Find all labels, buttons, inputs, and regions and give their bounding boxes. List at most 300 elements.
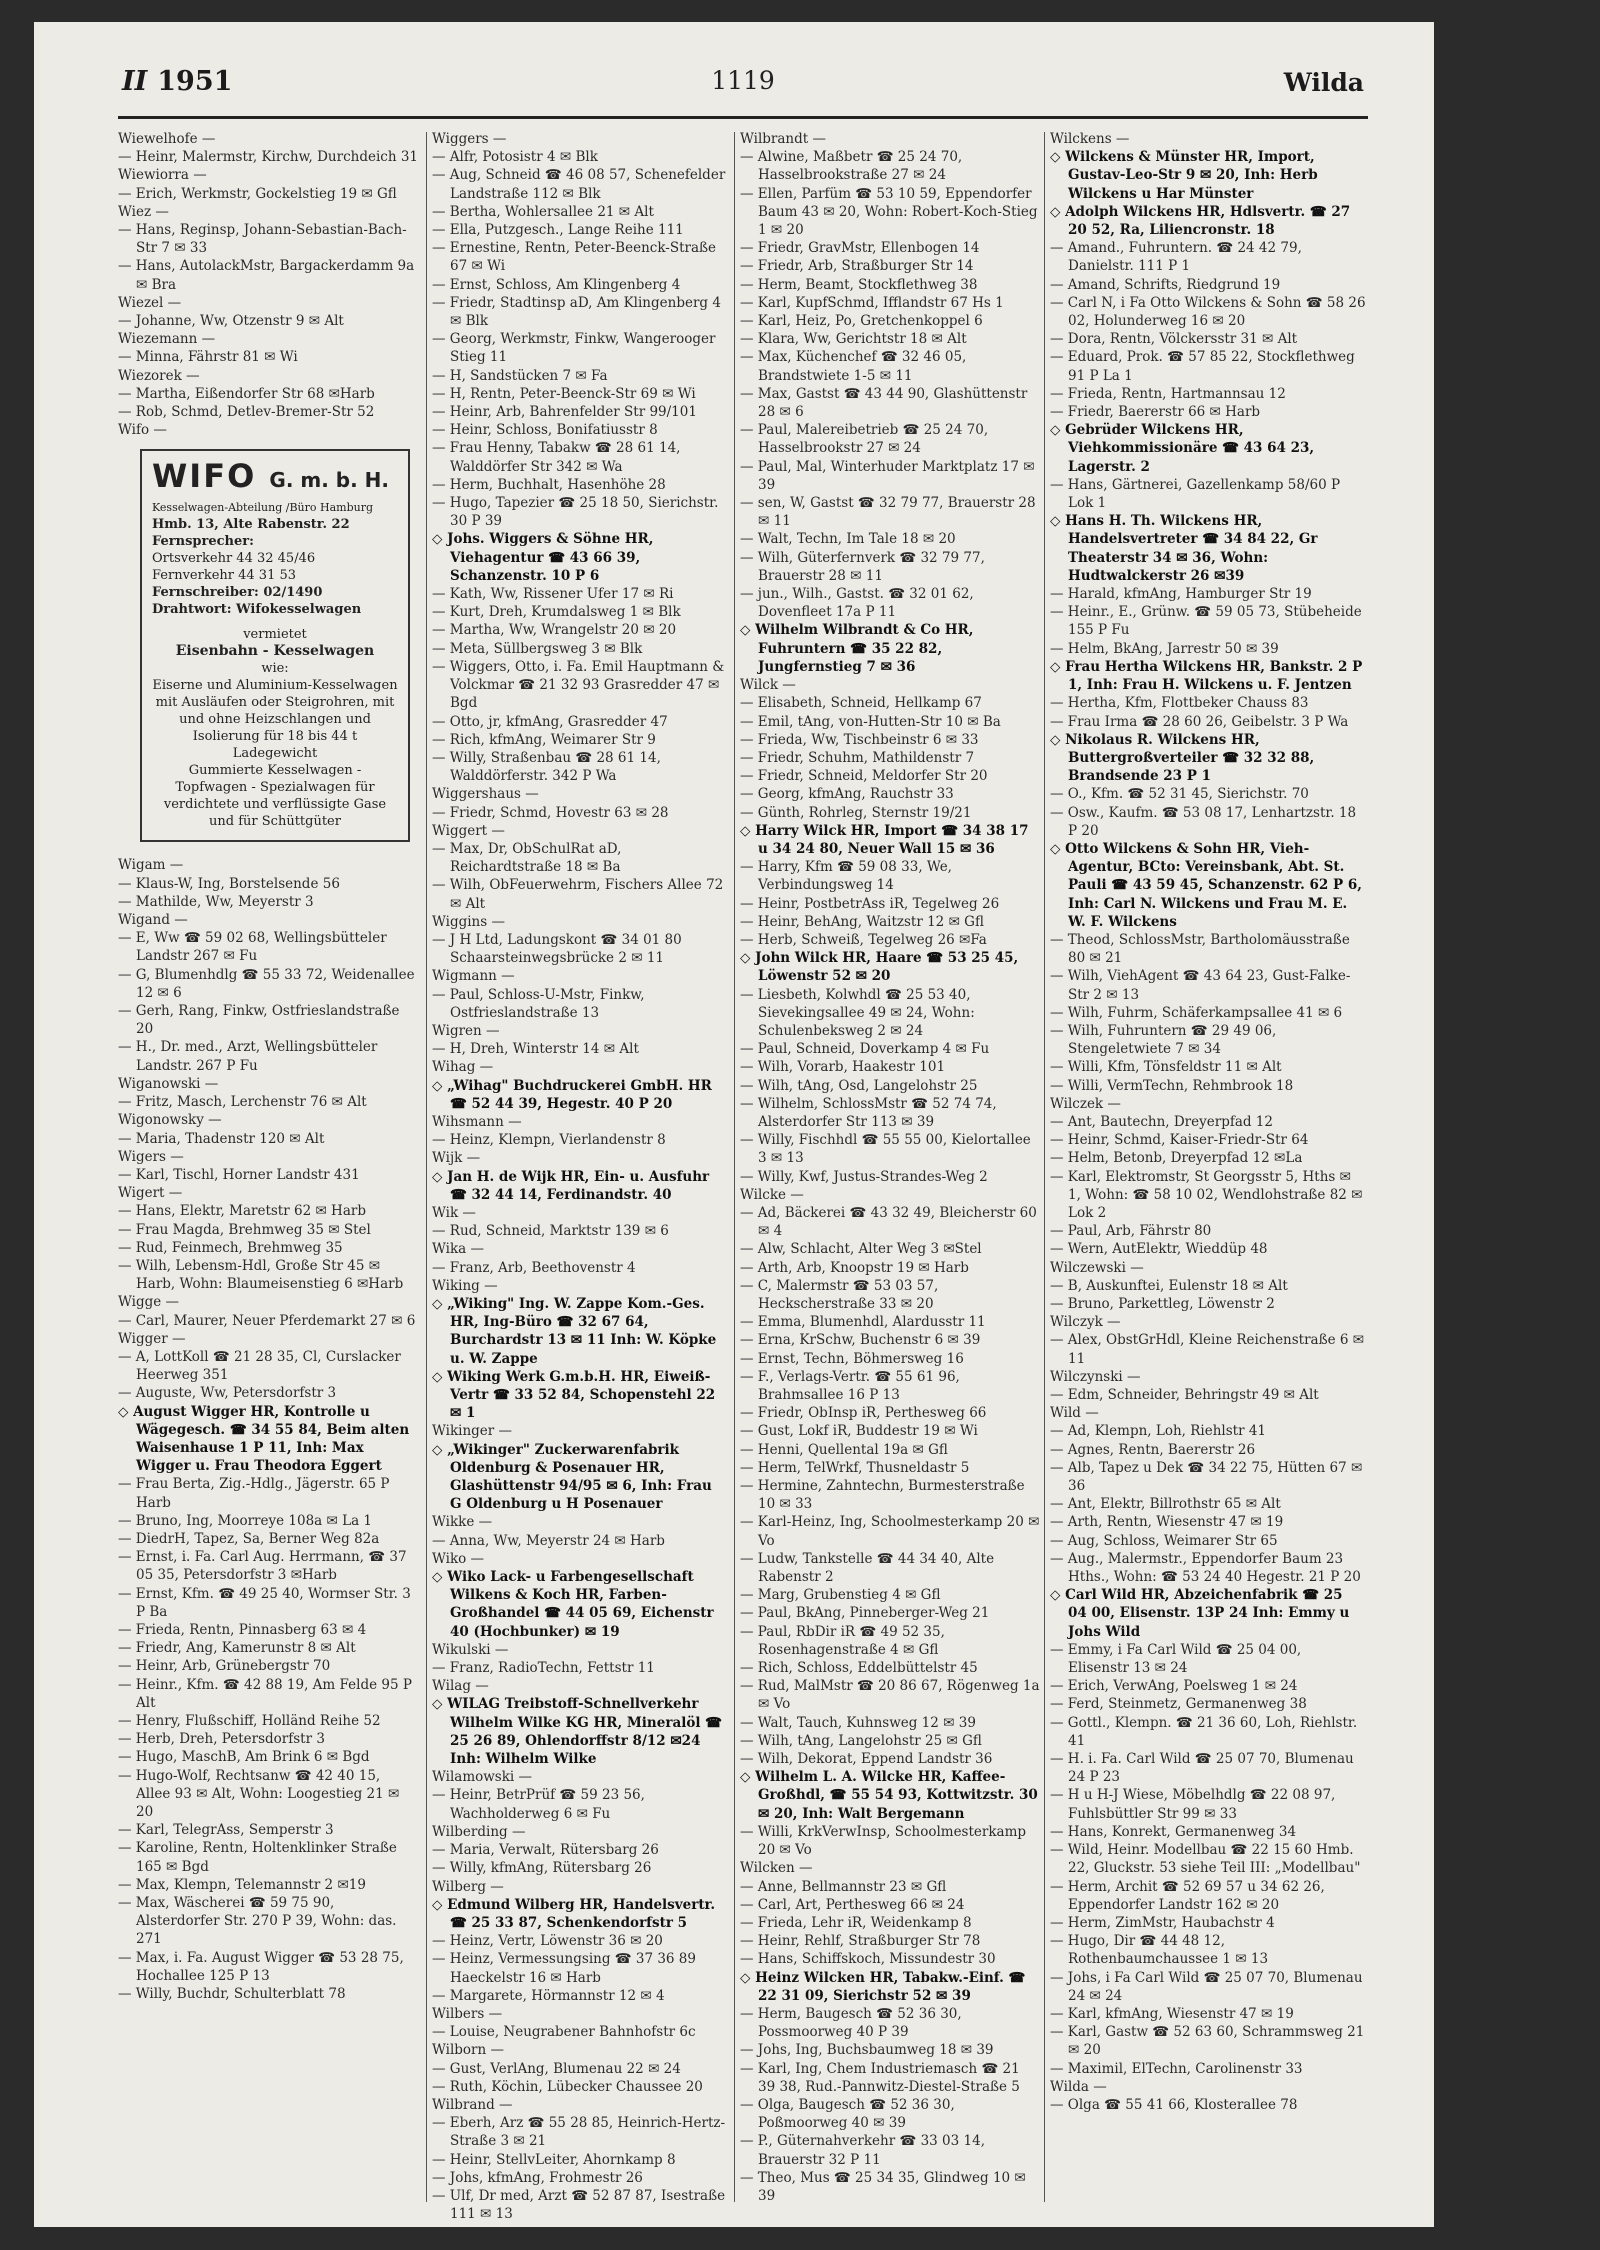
directory-entry: — Arth, Arb, Knoopstr 19 ✉ Harb [740, 1259, 969, 1276]
directory-entry: ◇ „Wiking" Ing. W. Zappe Kom.-Ges. HR, Ing-Büro ☎ 32 67 64, Burchardstr 13 ✉ 11 Inh: W. Köpke u. W. Zappe [432, 1296, 717, 1367]
directory-entry: ◇ Carl Wild HR, Abzeichenfabrik ☎ 25 04 00, Elisenstr. 13P 24 Inh: Emmy u Johs Wild [1050, 1587, 1350, 1640]
surname-heading: Wiko — [432, 1550, 485, 1567]
directory-entry: — Frieda, Ww, Tischbeinstr 6 ✉ 33 [740, 731, 979, 748]
directory-entry: — Frieda, Lehr iR, Weidenkamp 8 [740, 1914, 972, 1931]
surname-heading: Wiggert — [432, 822, 505, 839]
directory-entry: — Ernst, i. Fa. Carl Aug. Herrmann, ☎ 37 05 35, Petersdorfstr 3 ✉Harb [118, 1549, 407, 1584]
directory-entry: — Willy, Kwf, Justus-Strandes-Weg 2 [740, 1168, 988, 1185]
surname-heading: Wilbrandt — [740, 131, 826, 147]
surname-heading: Wiggershaus — [432, 786, 539, 803]
directory-entry: ◇ Adolph Wilckens HR, Hdlsvertr. ☎ 27 20 52, Ra, Liliencronstr. 18 [1050, 203, 1351, 239]
surname-heading: Wilck — [740, 677, 796, 694]
wifo-logo [152, 457, 398, 499]
directory-entry: — Aug, Schloss, Weimarer Str 65 [1050, 1532, 1278, 1549]
directory-entry: — Rud, Schneid, Marktstr 139 ✉ 6 [432, 1223, 669, 1240]
directory-entry: — Osw., Kaufm. ☎ 53 08 17, Lenhartzstr. 18 P 20 [1050, 804, 1357, 839]
directory-entry: — Theod, SchlossMstr, Bartholomäusstraße 80 ✉ 21 [1050, 931, 1350, 967]
directory-entry: ◇ Nikolaus R. Wilckens HR, Buttergroßverteiler ☎ 32 32 88, Brandsende 23 P 1 [1050, 731, 1315, 785]
directory-entry: — Hans, AutolackMstr, Bargackerdamm 9a ✉ Bra [118, 258, 415, 293]
directory-entry: ◇ „Wikinger" Zuckerwarenfabrik Oldenburg & Posenauer HR, Glashüttenstr 94/95 ✉ 6, Inh: Frau G Oldenburg u H Posenauer [432, 1441, 712, 1513]
surname-heading: Wigonowsky — [118, 1112, 222, 1129]
directory-entry: — H, Dreh, Winterstr 14 ✉ Alt [432, 1041, 639, 1058]
directory-entry: — Gottl., Klempn. ☎ 21 36 60, Loh, Riehlstr. 41 [1050, 1714, 1358, 1749]
directory-entry: ◇ Hans H. Th. Wilckens HR, Handelsvertreter ☎ 34 84 22, Gr Theaterstr 34 ✉ 36, Wohn: Hudtwalckerstr 26 ✉39 [1050, 513, 1318, 584]
surname-heading: Wiganowski — [118, 1075, 219, 1092]
directory-entry: — Arth, Rentn, Wiesenstr 47 ✉ 19 [1050, 1514, 1284, 1531]
directory-entry: — Dora, Rentn, Völckersstr 31 ✉ Alt [1050, 331, 1298, 348]
directory-entry: — Walt, Techn, Im Tale 18 ✉ 20 [740, 531, 956, 548]
directory-entry: — Johs, kfmAng, Frohmestr 26 [432, 2169, 643, 2186]
directory-entry: — Alw, Schlacht, Alter Weg 3 ✉Stel [740, 1241, 982, 1258]
directory-entry: ◇ Harry Wilck HR, Import ☎ 34 38 17 u 34 24 80, Neuer Wall 15 ✉ 36 [740, 822, 1029, 857]
directory-entry: — Ludw, Tankstelle ☎ 44 34 40, Alte Rabenstr 2 [740, 1550, 995, 1586]
directory-entry: — Friedr, Arb, Straßburger Str 14 [740, 258, 974, 275]
directory-entry: — Frau Magda, Brehmweg 35 ✉ Stel [118, 1221, 371, 1238]
directory-entry: — Paul, Arb, Fährstr 80 [1050, 1223, 1212, 1240]
directory-entry: ◇ Edmund Wilberg HR, Handelsvertr. ☎ 25 33 87, Schenkendorfstr 5 [432, 1896, 716, 1931]
ad-wire: Drahtwort: Wifokesselwagen [152, 602, 362, 618]
directory-entry: — Johs, i Fa Carl Wild ☎ 25 07 70, Blumenau 24 ✉ 24 [1050, 1969, 1363, 2004]
surname-heading: Wigers — [118, 1148, 184, 1165]
directory-entry: — Karl, TelegrAss, Semperstr 3 [118, 1822, 334, 1839]
directory-entry: — Willy, Buchdr, Schulterblatt 78 [118, 1986, 346, 2003]
directory-entry: — Elisabeth, Schneid, Hellkamp 67 [740, 695, 982, 712]
surname-heading: Wilczynski — [1050, 1368, 1141, 1385]
directory-entry: — Heinr, Malermstr, Kirchw, Durchdeich 31 [118, 149, 419, 166]
directory-entry: — Herm, TelWrkf, Thusneldastr 5 [740, 1459, 970, 1476]
directory-entry: — Martha, Ww, Wrangelstr 20 ✉ 20 [432, 622, 677, 639]
directory-entry: — Alwine, Maßbetr ☎ 25 24 70, Hasselbrookstraße 27 ✉ 24 [740, 149, 963, 184]
directory-entry: — Otto, jr, kfmAng, Grasredder 47 [432, 713, 668, 730]
directory-entry: — Anne, Bellmannstr 23 ✉ Gfl [740, 1878, 947, 1895]
directory-entry: — Willi, Kfm, Tönsfeldstr 11 ✉ Alt [1050, 1059, 1282, 1076]
directory-entry: — Hugo-Wolf, Rechtsanw ☎ 42 40 15, Allee 93 ✉ Alt, Wohn: Loogestieg 21 ✉ 20 [118, 1767, 400, 1821]
directory-entry: — Erich, VerwAng, Poelsweg 1 ✉ 24 [1050, 1678, 1298, 1695]
directory-entry: — G, Blumenhdlg ☎ 55 33 72, Weidenallee 12 ✉ 6 [118, 966, 415, 1001]
column-1-entries-bottom [118, 856, 418, 2003]
directory-entry: — Auguste, Ww, Petersdorfstr 3 [118, 1385, 337, 1402]
directory-entry: — Willy, kfmAng, Rütersbarg 26 [432, 1860, 652, 1877]
directory-entry: — Olga, Baugesch ☎ 52 36 30, Poßmoorweg 40 ✉ 39 [740, 2096, 955, 2132]
directory-entry: — Karl, Gastw ☎ 52 63 60, Schrammsweg 21 ✉ 20 [1050, 2024, 1365, 2059]
directory-entry: — H, Sandstücken 7 ✉ Fa [432, 367, 608, 384]
directory-entry: — Emma, Blumenhdl, Alardusstr 11 [740, 1314, 986, 1331]
surname-heading: Wikinger — [432, 1423, 513, 1440]
directory-entry: — Olga ☎ 55 41 66, Klosterallee 78 [1050, 2096, 1298, 2113]
ad-phone-local: Ortsverkehr 44 32 45/46 [152, 551, 316, 567]
surname-heading: Wilbers — [432, 2005, 503, 2022]
directory-entry: — Wilhelm, SchlossMstr ☎ 52 74 74, Alsterdorfer Str 113 ✉ 39 [740, 1095, 997, 1130]
directory-entry: — Wilh, tAng, Osd, Langelohstr 25 [740, 1077, 978, 1094]
surname-heading: Wiezel — [118, 294, 182, 311]
directory-entry: — Klaus-W, Ing, Borstelsende 56 [118, 875, 340, 892]
directory-entry: — Paul, Malereibetrieb ☎ 25 24 70, Hasselbrookstr 27 ✉ 24 [740, 422, 989, 457]
directory-page [34, 22, 1434, 2227]
surname-heading: Wilcke — [740, 1186, 804, 1203]
directory-entry: — Frau Berta, Zig.-Hdlg., Jägerstr. 65 P Harb [118, 1476, 390, 1511]
directory-entry: ◇ Johs. Wiggers & Söhne HR, Viehagentur ☎ 43 66 39, Schanzenstr. 10 P 6 [432, 531, 654, 584]
directory-entry: — Wiggers, Otto, i. Fa. Emil Hauptmann & Volckmar ☎ 21 32 93 Grasredder 47 ✉ Bgd [432, 658, 725, 712]
directory-entry: — A, LottKoll ☎ 21 28 35, Cl, Curslacker Heerweg 351 [118, 1348, 401, 1384]
surname-heading: Wilberg — [432, 1878, 504, 1895]
surname-heading: Wigmann — [432, 968, 515, 985]
surname-heading: Wilbrand — [432, 2096, 513, 2113]
directory-entry: — Emil, tAng, von-Hutten-Str 10 ✉ Ba [740, 713, 1001, 730]
column-3 [740, 130, 1040, 2210]
column-4 [1050, 130, 1366, 2210]
directory-entry: — Henni, Quellental 19a ✉ Gfl [740, 1441, 948, 1458]
directory-entry: — Hans, Konrekt, Germanenweg 34 [1050, 1823, 1297, 1840]
directory-entry: — Ant, Elektr, Billrothstr 65 ✉ Alt [1050, 1496, 1281, 1513]
directory-entry: — Willi, VermTechn, Rehmbrook 18 [1050, 1077, 1294, 1094]
directory-entry: — Maria, Thadenstr 120 ✉ Alt [118, 1130, 325, 1147]
directory-entry: — Maximil, ElTechn, Carolinenstr 33 [1050, 2060, 1303, 2077]
directory-entry: — Ferd, Steinmetz, Germanenweg 38 [1050, 1696, 1307, 1713]
directory-entry: — Herm, Baugesch ☎ 52 36 30, Possmoorweg 40 P 39 [740, 2005, 962, 2041]
directory-entry: — Georg, Werkmstr, Finkw, Wangerooger Stieg 11 [432, 331, 716, 366]
surname-heading: Wilda — [1050, 2078, 1107, 2095]
directory-entry: — Rob, Schmd, Detlev-Bremer-Str 52 [118, 404, 375, 421]
directory-entry: — Karl, Ing, Chem Industriemasch ☎ 21 39 38, Rud.-Pannwitz-Diestel-Straße 5 [740, 2060, 1020, 2095]
directory-entry: — Carl, Maurer, Neuer Pferdemarkt 27 ✉ 6 [118, 1312, 416, 1329]
directory-entry: — Harry, Kfm ☎ 59 08 33, We, Verbindungsweg 14 [740, 859, 952, 894]
directory-entry: ◇ WILAG Treibstoff-Schnellverkehr Wilhelm Wilke KG HR, Mineralöl ☎ 25 26 89, Ohlendorffstr 8/12 ✉24 Inh: Wilhelm Wilke [432, 1696, 722, 1768]
directory-entry: ◇ Wiking Werk G.m.b.H. HR, Eiweiß-Vertr ☎ 33 52 84, Schopenstehl 22 ✉ 1 [432, 1368, 716, 1422]
directory-entry: — Herb, Schweiß, Tegelweg 26 ✉Fa [740, 931, 987, 948]
directory-entry: — Marg, Grubenstieg 4 ✉ Gfl [740, 1587, 941, 1604]
directory-entry: — Wilh, Fuhruntern ☎ 29 49 06, Stengeletwiete 7 ✉ 34 [1050, 1022, 1277, 1058]
directory-entry: — sen, W, Gastst ☎ 32 79 77, Brauerstr 28 ✉ 11 [740, 495, 1036, 530]
surname-heading: Wilborn — [432, 2042, 504, 2059]
directory-entry: — Bruno, Ing, Moorreye 108a ✉ La 1 [118, 1512, 373, 1529]
surname-heading: Wiking — [432, 1277, 498, 1294]
directory-entry: — Willy, Straßenbau ☎ 28 61 14, Walddörferstr. 342 P Wa [432, 749, 661, 785]
directory-entry: — Gust, Lokf iR, Buddestr 19 ✉ Wi [740, 1423, 978, 1440]
directory-entry: ◇ Wiko Lack- u Farbengesellschaft Wilkens & Koch HR, Farben-Großhandel ☎ 44 05 69, Eichenstr 40 (Hochbunker) ✉ 19 [432, 1569, 714, 1640]
surname-heading: Wika — [432, 1241, 484, 1258]
directory-entry: — Emmy, i Fa Carl Wild ☎ 25 04 00, Elisenstr 13 ✉ 24 [1050, 1641, 1302, 1677]
directory-entry: — Johanne, Ww, Otzenstr 9 ✉ Alt [118, 313, 344, 330]
surname-heading: Wiggins — [432, 913, 505, 930]
directory-entry: — Wild, Heinr. Modellbau ☎ 22 15 60 Hmb. 22, Gluckstr. 53 siehe Teil III: „Modellbau" [1050, 1842, 1361, 1877]
directory-entry: — Henry, Flußschiff, Holländ Reihe 52 [118, 1713, 381, 1729]
directory-entry: — Wilh, Vorarb, Haakestr 101 [740, 1059, 946, 1076]
directory-entry: — Max, Gastst ☎ 43 44 90, Glashüttenstr 28 ✉ 6 [740, 385, 1028, 421]
directory-entry: — Friedr, Schuhm, Mathildenstr 7 [740, 749, 975, 766]
directory-entry: — Max, Klempn, Telemannstr 2 ✉19 [118, 1876, 366, 1893]
directory-entry: — Rich, kfmAng, Weimarer Str 9 [432, 731, 656, 748]
column-1 [118, 130, 418, 2210]
surname-heading: Wild — [1050, 1405, 1099, 1422]
directory-entry: — Hugo, MaschB, Am Brink 6 ✉ Bgd [118, 1749, 370, 1766]
directory-entry: — Heinr, BetrPrüf ☎ 59 23 56, Wachholderweg 6 ✉ Fu [432, 1787, 645, 1822]
directory-entry: — C, Malermstr ☎ 53 03 57, Heckscherstraße 33 ✉ 20 [740, 1277, 939, 1312]
directory-entry: — Hugo, Tapezier ☎ 25 18 50, Sierichstr. 30 P 39 [432, 495, 719, 530]
directory-entry: — Heinr, BehAng, Waitzstr 12 ✉ Gfl [740, 913, 984, 930]
directory-entry: — Hermine, Zahntechn, Burmesterstraße 10 ✉ 33 [740, 1478, 1025, 1513]
directory-entry: — Günth, Rohrleg, Sternstr 19/21 [740, 804, 972, 821]
volume-number: II [122, 66, 148, 97]
directory-entry: — Heinr., E., Grünw. ☎ 59 05 73, Stübeheide 155 P Fu [1050, 604, 1362, 639]
directory-entry: — Franz, Arb, Beethovenstr 4 [432, 1259, 636, 1276]
directory-entry: — Ulf, Dr med, Arzt ☎ 52 87 87, Isestraße 111 ✉ 13 [432, 2187, 726, 2223]
surname-heading: Wilczek — [1050, 1095, 1121, 1112]
directory-entry: — Heinr, Arb, Bahrenfelder Str 99/101 [432, 404, 697, 421]
directory-entry: — Frieda, Rentn, Hartmannsau 12 [1050, 385, 1286, 402]
surname-heading: Wigger — [118, 1330, 186, 1347]
directory-entry: — Heinz, Klempn, Vierlandenstr 8 [432, 1132, 666, 1149]
directory-entry: — Agnes, Rentn, Baererstr 26 [1050, 1441, 1256, 1458]
directory-entry: — Heinz, Vermessungsing ☎ 37 36 89 Haeckelstr 16 ✉ Harb [432, 1951, 696, 1986]
directory-entry: — Frau Henny, Tabakw ☎ 28 61 14, Walddörfer Str 342 ✉ Wa [432, 440, 681, 475]
directory-entry: — Karl, Elektromstr, St Georgsstr 5, Hths ✉ 1, Wohn: ☎ 58 10 02, Wendlohstraße 82 ✉ Lok 2 [1050, 1168, 1363, 1221]
surname-heading: Wigren — [432, 1022, 500, 1039]
surname-heading: Wiez — [118, 203, 169, 220]
directory-entry: — Friedr, GravMstr, Ellenbogen 14 [740, 240, 980, 257]
directory-entry: — Friedr, Baererstr 66 ✉ Harb [1050, 404, 1261, 421]
directory-entry: — Wilh, Lebensm-Hdl, Große Str 45 ✉Harb, Wohn: Blaumeisenstieg 6 ✉Harb [118, 1257, 404, 1293]
directory-entry: — Eberh, Arz ☎ 55 28 85, Heinrich-Hertz-Straße 3 ✉ 21 [432, 2115, 726, 2150]
directory-entry: — Karl, kfmAng, Wiesenstr 47 ✉ 19 [1050, 2005, 1294, 2022]
directory-entry: — Wilh, ViehAgent ☎ 43 64 23, Gust-Falke-Str 2 ✉ 13 [1050, 968, 1351, 1003]
surname-heading: Wihsmann — [432, 1113, 522, 1130]
directory-entry: ◇ Heinz Wilcken HR, Tabakw.-Einf. ☎ 22 31 09, Sierichstr 52 ✉ 39 [740, 1969, 1026, 2004]
directory-entry: — Kurt, Dreh, Krumdalsweg 1 ✉ Blk [432, 604, 681, 621]
ad-subtitle: Kesselwagen-Abteilung /Büro Hamburg [152, 501, 373, 515]
directory-entry: — Harald, kfmAng, Hamburger Str 19 [1050, 586, 1312, 603]
surname-heading: Wigge — [118, 1294, 180, 1311]
directory-entry: — Erna, KrSchw, Buchenstr 6 ✉ 39 [740, 1332, 981, 1349]
surname-heading: Wiewelhofe — [118, 131, 216, 147]
directory-entry: ◇ Otto Wilckens & Sohn HR, Vieh-Agentur, BCto: Vereinsbank, Abt. St. Pauli ☎ 43 59 45, Schanzenstr. 62 P 6, Inh: Carl N. Wilckens und Frau M. E. W. F. Wilckens [1050, 840, 1362, 930]
directory-entry: ◇ Gebrüder Wilckens HR, Viehkommissionäre ☎ 43 64 23, Lagerstr. 2 [1050, 422, 1315, 475]
surname-heading: Wiggers — [432, 131, 507, 147]
directory-entry: — Edm, Schneider, Behringstr 49 ✉ Alt [1050, 1387, 1319, 1404]
surname-heading: Wihag — [432, 1059, 494, 1076]
directory-entry: — Martha, Eißendorfer Str 68 ✉Harb [118, 385, 375, 402]
directory-entry: — Theo, Mus ☎ 25 34 35, Glindweg 10 ✉ 39 [740, 2169, 1026, 2204]
directory-entry: — Amand., Fuhruntern. ☎ 24 42 79, Danielstr. 111 P 1 [1050, 240, 1302, 275]
directory-entry: — Hertha, Kfm, Flottbeker Chauss 83 [1050, 695, 1309, 712]
directory-entry: — Klara, Ww, Gerichtstr 18 ✉ Alt [740, 331, 967, 348]
directory-entry: — Max, Dr, ObSchulRat aD, Reichardtstraße 18 ✉ Ba [432, 840, 622, 876]
directory-entry: — Ad, Bäckerei ☎ 43 32 49, Bleicherstr 60 ✉ 4 [740, 1204, 1037, 1240]
directory-entry: — Mathilde, Ww, Meyerstr 3 [118, 893, 314, 910]
directory-entry: — Heinr, Arb, Grünebergstr 70 [118, 1658, 331, 1675]
directory-entry: — Paul, RbDir iR ☎ 49 52 35, Rosenhagenstraße 4 ✉ Gfl [740, 1623, 945, 1658]
directory-entry: — Willi, KrkVerwInsp, Schoolmesterkamp 20 ✉ Vo [740, 1823, 1027, 1859]
column-1-entries-top [118, 130, 418, 439]
guide-word: Wilda [1283, 68, 1364, 97]
directory-entry: — Ernst, Techn, Böhmersweg 16 [740, 1350, 964, 1367]
surname-heading: Wifo — [118, 422, 167, 439]
directory-entry: — Karl, KupfSchmd, Ifflandstr 67 Hs 1 [740, 294, 1004, 311]
directory-entry: — Wilh, Fuhrm, Schäferkampsallee 41 ✉ 6 [1050, 1004, 1343, 1021]
directory-entry: — Gust, VerlAng, Blumenau 22 ✉ 24 [432, 2060, 681, 2077]
directory-entry: — Minna, Fährstr 81 ✉ Wi [118, 349, 298, 366]
directory-entry: — Heinr, PostbetrAss iR, Tegelweg 26 [740, 895, 1000, 912]
ad-description-2: Gummierte Kesselwagen - Topfwagen - Spezialwagen für verdichtete und verflüssigte Gase und für Schüttgüter [163, 763, 387, 830]
surname-heading: Wiezemann — [118, 331, 216, 348]
directory-entry: — Ruth, Köchin, Lübecker Chaussee 20 [432, 2078, 703, 2095]
directory-entry: — Rud, MalMstr ☎ 20 86 67, Rögenweg 1a ✉ Vo [740, 1678, 1040, 1713]
directory-entry: — Karoline, Rentn, Holtenklinker Straße 165 ✉ Bgd [118, 1840, 397, 1875]
directory-entry: — E, Ww ☎ 59 02 68, Wellingsbütteler Landstr 267 ✉ Fu [118, 930, 387, 965]
directory-entry: — Herb, Dreh, Petersdorfstr 3 [118, 1731, 325, 1748]
ad-phone-far: Fernverkehr 44 31 53 [152, 568, 297, 584]
directory-entry: — Paul, Mal, Winterhuder Marktplatz 17 ✉ 39 [740, 458, 1035, 493]
directory-entry: — Herm, Beamt, Stockflethweg 38 [740, 276, 978, 293]
directory-entry: — DiedrH, Tapez, Sa, Berner Weg 82a [118, 1530, 380, 1547]
directory-entry: — Erich, Werkmstr, Gockelstieg 19 ✉ Gfl [118, 185, 397, 202]
directory-entry: — Helm, BkAng, Jarrestr 50 ✉ 39 [1050, 640, 1279, 657]
directory-entry: — Rich, Schloss, Eddelbüttelstr 45 [740, 1660, 978, 1677]
surname-heading: Wigert — [118, 1185, 183, 1202]
directory-entry: — Aug., Malermstr., Eppendorfer Baum 23 Hths., Wohn: ☎ 53 24 40 Hegestr. 21 P 20 [1050, 1550, 1361, 1586]
surname-heading: Wik — [432, 1204, 476, 1221]
directory-entry: — Max, Küchenchef ☎ 32 46 05, Brandstwiete 1-5 ✉ 11 [740, 349, 967, 384]
directory-entry: — Karl, Heiz, Po, Gretchenkoppel 6 [740, 313, 983, 330]
directory-entry: — Bertha, Wohlersallee 21 ✉ Alt [432, 203, 654, 220]
directory-entry: — H, Rentn, Peter-Beenck-Str 69 ✉ Wi [432, 385, 696, 402]
directory-entry: — Rud, Feinmech, Brehmweg 35 [118, 1239, 343, 1256]
directory-entry: — Bruno, Parkettleg, Löwenstr 2 [1050, 1296, 1275, 1312]
directory-entry: ◇ Jan H. de Wijk HR, Ein- u. Ausfuhr ☎ 32 44 14, Ferdinandstr. 40 [432, 1168, 710, 1203]
directory-entry: — Ellen, Parfüm ☎ 53 10 59, Eppendorfer Baum 43 ✉ 20, Wohn: Robert-Koch-Stieg 1 ✉ 20 [740, 185, 1038, 239]
directory-entry: — Paul, BkAng, Pinneberger-Weg 21 [740, 1605, 990, 1622]
directory-entry: — Ernestine, Rentn, Peter-Beenck-Straße 67 ✉ Wi [432, 240, 717, 275]
directory-entry: — jun., Wilh., Gastst. ☎ 32 01 62, Dovenfleet 17a P 11 [740, 586, 974, 621]
directory-entry: — Friedr, Schneid, Meldorfer Str 20 [740, 768, 988, 785]
directory-entry: — H. i. Fa. Carl Wild ☎ 25 07 70, Blumenau 24 P 23 [1050, 1751, 1354, 1786]
directory-entry: — Carl N, i Fa Otto Wilckens & Sohn ☎ 58 26 02, Holunderweg 16 ✉ 20 [1050, 294, 1366, 330]
column-divider-2 [734, 132, 735, 2202]
directory-entry: — Maria, Verwalt, Rütersbarg 26 [432, 1842, 659, 1859]
directory-entry: — Walt, Tauch, Kuhnsweg 12 ✉ 39 [740, 1714, 976, 1731]
directory-entry: — Heinr., Kfm. ☎ 42 88 19, Am Felde 95 P Alt [118, 1676, 412, 1711]
surname-heading: Wikke — [432, 1514, 493, 1531]
directory-entry: — P., Güternahverkehr ☎ 33 03 14, Brauerstr 32 P 11 [740, 2133, 985, 2168]
directory-entry: — Hans, Elektr, Maretstr 62 ✉ Harb [118, 1203, 366, 1220]
directory-entry: — Paul, Schloss-U-Mstr, Finkw, Ostfrieslandstraße 13 [432, 986, 645, 1021]
directory-entry: — Herm, Archit ☎ 52 69 57 u 34 62 26, Eppendorfer Landstr 162 ✉ 20 [1050, 1878, 1325, 1913]
column-divider-1 [426, 132, 427, 2202]
ad-address: Hmb. 13, Alte Rabenstr. 22 [152, 517, 350, 533]
directory-entry: ◇ Wilhelm L. A. Wilcke HR, Kaffee-Großhdl, ☎ 55 54 93, Kottwitzstr. 30 ✉ 20, Inh: Walt Bergemann [740, 1769, 1038, 1822]
surname-heading: Wilamowski — [432, 1769, 533, 1786]
ad-product: Eisenbahn - Kesselwagen [175, 643, 375, 660]
directory-entry: — Wilh, tAng, Langelohstr 25 ✉ Gfl [740, 1732, 982, 1749]
ad-such-as: wie: [261, 661, 289, 677]
surname-heading: Wilckens — [1050, 131, 1130, 147]
directory-entry: — O., Kfm. ☎ 52 31 45, Sierichstr. 70 [1050, 786, 1309, 803]
directory-entry: — Carl, Art, Perthesweg 66 ✉ 24 [740, 1896, 965, 1913]
surname-heading: Wilczyk — [1050, 1314, 1121, 1331]
directory-entry: — Max, Wäscherei ☎ 59 75 90, Alsterdorfer Str. 270 P 39, Wohn: das. 271 [118, 1895, 397, 1948]
directory-entry: — Friedr, Schmd, Hovestr 63 ✉ 28 [432, 804, 669, 821]
surname-heading: Wiewiorra — [118, 167, 207, 184]
directory-entry: — Fritz, Masch, Lerchenstr 76 ✉ Alt [118, 1094, 367, 1111]
directory-entry: — Karl-Heinz, Ing, Schoolmesterkamp 20 ✉ Vo [740, 1514, 1040, 1549]
directory-entry: — H u H-J Wiese, Möbelhdlg ☎ 22 08 97, Fuhlsbüttler Str 99 ✉ 33 [1050, 1787, 1336, 1822]
directory-entry: — Willy, Fischhdl ☎ 55 55 00, Kielortallee 3 ✉ 13 [740, 1132, 1031, 1167]
directory-entry: — Heinz, Vertr, Löwenstr 36 ✉ 20 [432, 1933, 663, 1950]
directory-entry: — Alb, Tapez u Dek ☎ 34 22 75, Hütten 67 ✉ 36 [1050, 1459, 1363, 1495]
directory-entry: ◇ August Wigger HR, Kontrolle u Wägegesch. ☎ 34 55 84, Beim alten Waisenhause 1 P 11, Inh: Max Wigger u. Frau Theodora Eggert [118, 1403, 410, 1475]
directory-entry: — Kath, Ww, Rissener Ufer 17 ✉ Ri [432, 586, 674, 603]
directory-entry: — Wilh, Dekorat, Eppend Landstr 36 [740, 1751, 993, 1768]
page-header [118, 52, 1368, 119]
directory-entry: — Karl, Tischl, Horner Landstr 431 [118, 1166, 360, 1183]
directory-entry: — J H Ltd, Ladungskont ☎ 34 01 80 Schaarsteinwegsbrücke 2 ✉ 11 [432, 931, 682, 967]
directory-entry: — Louise, Neugrabener Bahnhofstr 6c [432, 2024, 696, 2041]
directory-entry: — Heinr, StellvLeiter, Ahornkamp 8 [432, 2151, 676, 2168]
directory-entry: — Heinr, Schloss, Bonifatiusstr 8 [432, 422, 658, 439]
directory-entry: — Hans, Reginsp, Johann-Sebastian-Bach-Str 7 ✉ 33 [118, 222, 407, 257]
directory-entry: — Friedr, Stadtinsp aD, Am Klingenberg 4 ✉ Blk [432, 294, 721, 330]
directory-entry: ◇ „Wihag" Buchdruckerei GmbH. HR ☎ 52 44 39, Hegestr. 40 P 20 [432, 1077, 712, 1112]
directory-entry: — Frau Irma ☎ 28 60 26, Geibelstr. 3 P Wa [1050, 713, 1349, 730]
surname-heading: Wilczewski — [1050, 1259, 1144, 1276]
surname-heading: Wigam — [118, 857, 184, 874]
surname-heading: Wilag — [432, 1678, 489, 1695]
directory-entry: ◇ Wilhelm Wilbrandt & Co HR, Fuhruntern ☎ 35 22 82, Jungfernstieg 7 ✉ 36 [740, 622, 974, 675]
directory-entry: — Aug, Schneid ☎ 46 08 57, Schenefelder Landstraße 112 ✉ Blk [432, 167, 726, 202]
directory-entry: — Hans, Gärtnerei, Gazellenkamp 58/60 P Lok 1 [1050, 476, 1341, 512]
wifo-logo-suffix: G. m. b. H. [269, 468, 389, 493]
directory-entry: — Alfr, Potosistr 4 ✉ Blk [432, 149, 598, 166]
directory-entry: — H., Dr. med., Arzt, Wellingsbütteler Landstr. 267 P Fu [118, 1039, 378, 1074]
ad-spacer [152, 618, 398, 626]
directory-entry: — Margarete, Hörmannstr 12 ✉ 4 [432, 1987, 665, 2004]
surname-heading: Wigand — [118, 912, 188, 929]
directory-entry: — Heinr, Schmd, Kaiser-Friedr-Str 64 [1050, 1132, 1309, 1149]
directory-entry: — Ad, Klempn, Loh, Riehlstr 41 [1050, 1423, 1267, 1440]
directory-entry: — Georg, kfmAng, Rauchstr 33 [740, 786, 954, 803]
directory-entry: — Friedr, ObInsp iR, Perthesweg 66 [740, 1405, 987, 1422]
page-number: 1119 [711, 66, 775, 95]
directory-entry: — Frieda, Rentn, Pinnasberg 63 ✉ 4 [118, 1621, 367, 1638]
directory-entry: — Alex, ObstGrHdl, Kleine Reichenstraße 6 ✉ 11 [1050, 1332, 1365, 1367]
directory-entry: — Paul, Schneid, Doverkamp 4 ✉ Fu [740, 1041, 990, 1058]
directory-entry: — Heinr, Rehlf, Straßburger Str 78 [740, 1933, 981, 1950]
directory-entry: — Amand, Schrifts, Riedgrund 19 [1050, 276, 1281, 293]
wifo-advertisement [140, 449, 410, 842]
directory-entry: — Ella, Putzgesch., Lange Reihe 111 [432, 222, 684, 239]
directory-entry: — Hans, Schiffskoch, Missundestr 30 [740, 1951, 996, 1968]
ad-rents: vermietet [243, 627, 307, 643]
directory-entry: — Herm, ZimMstr, Haubachstr 4 [1050, 1914, 1275, 1931]
directory-entry: — Wilh, ObFeuerwehrm, Fischers Allee 72 ✉ Alt [432, 877, 724, 912]
directory-entry: — Gerh, Rang, Finkw, Ostfrieslandstraße 20 [118, 1003, 400, 1038]
directory-entry: — Eduard, Prok. ☎ 57 85 22, Stockflethweg 91 P La 1 [1050, 349, 1355, 384]
directory-entry: — Liesbeth, Kolwhdl ☎ 25 53 40, Sievekingsallee 49 ✉ 24, Wohn: Schulenbeksweg 2 ✉ 24 [740, 986, 975, 1039]
directory-entry: — Friedr, Ang, Kamerunstr 8 ✉ Alt [118, 1640, 356, 1657]
ad-phone-label: Fernsprecher: [152, 534, 254, 550]
directory-entry: — Hugo, Dir ☎ 44 48 12, Rothenbaumchaussee 1 ✉ 13 [1050, 1933, 1269, 1968]
directory-entry: — Franz, RadioTechn, Fettstr 11 [432, 1660, 655, 1677]
surname-heading: Wilcken — [740, 1860, 813, 1877]
surname-heading: Wikulski — [432, 1641, 509, 1658]
surname-heading: Wijk — [432, 1150, 481, 1167]
wifo-logo-text: WIFO [152, 457, 257, 496]
year: 1951 [157, 66, 233, 97]
directory-entry: — Ernst, Schloss, Am Klingenberg 4 [432, 276, 681, 293]
surname-heading: Wilberding — [432, 1823, 526, 1840]
ad-telex: Fernschreiber: 02/1490 [152, 585, 323, 601]
directory-entry: — Anna, Ww, Meyerstr 24 ✉ Harb [432, 1532, 665, 1549]
ad-description: Eiserne und Aluminium-Kesselwagen mit Ausläufen oder Steigrohren, mit und ohne Heizschlangen und Isolierung für 18 bis 44 t Ladegewicht [152, 678, 398, 762]
